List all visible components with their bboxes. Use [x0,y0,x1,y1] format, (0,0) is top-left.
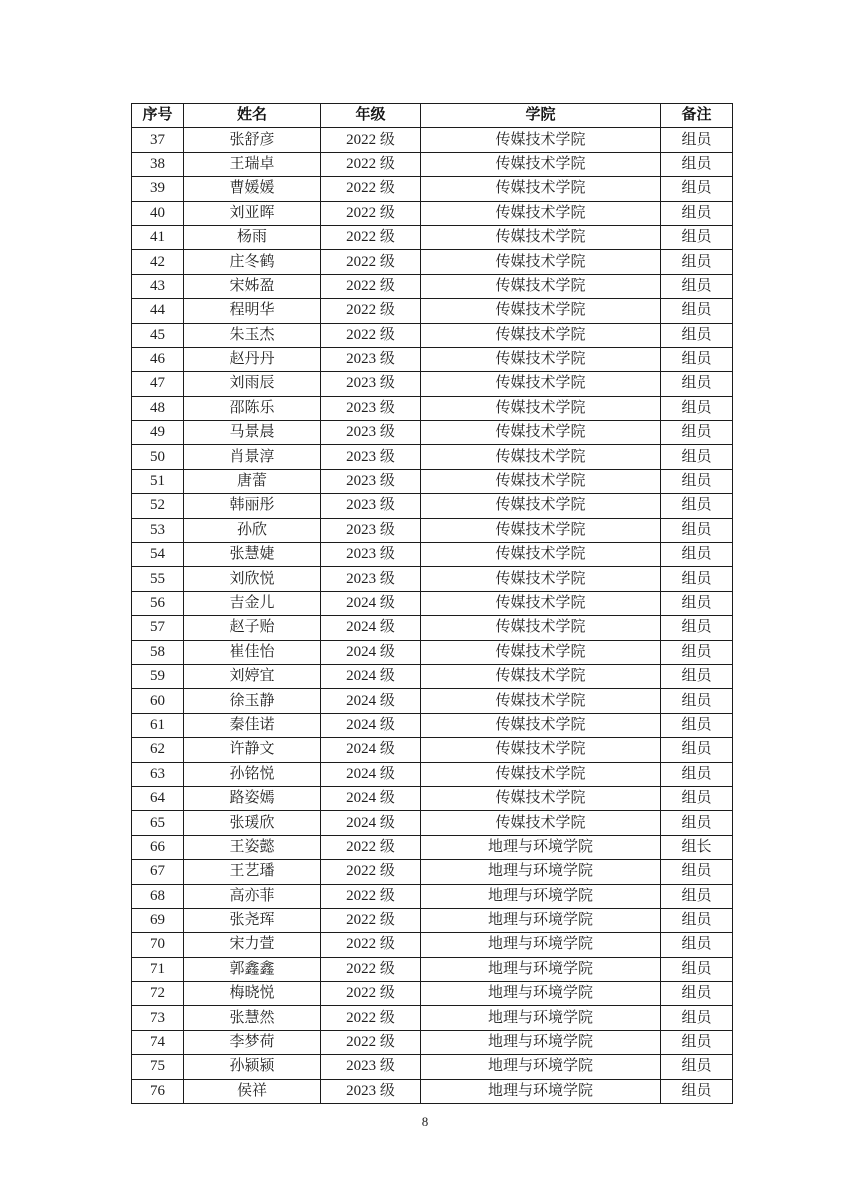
cell-grade: 2024 级 [321,811,421,835]
cell-index: 68 [132,884,184,908]
cell-name: 孙欣 [184,518,321,542]
cell-name: 韩丽彤 [184,494,321,518]
cell-index: 66 [132,835,184,859]
cell-grade: 2023 级 [321,347,421,371]
cell-name: 李梦荷 [184,1030,321,1054]
cell-remark: 组员 [661,908,733,932]
cell-index: 63 [132,762,184,786]
cell-remark: 组员 [661,469,733,493]
cell-college: 传媒技术学院 [421,225,661,249]
cell-college: 传媒技术学院 [421,762,661,786]
cell-name: 唐蕾 [184,469,321,493]
cell-remark: 组员 [661,445,733,469]
cell-index: 37 [132,128,184,152]
cell-name: 张尧珲 [184,908,321,932]
cell-grade: 2022 级 [321,1006,421,1030]
table-row [132,445,733,469]
table-row [132,323,733,347]
cell-grade: 2024 级 [321,762,421,786]
cell-grade: 2023 级 [321,518,421,542]
cell-grade: 2023 级 [321,396,421,420]
cell-remark: 组员 [661,152,733,176]
table-row [132,762,733,786]
cell-college: 地理与环境学院 [421,1030,661,1054]
cell-grade: 2024 级 [321,664,421,688]
cell-index: 67 [132,860,184,884]
table-row [132,128,733,152]
cell-college: 传媒技术学院 [421,494,661,518]
cell-index: 53 [132,518,184,542]
cell-grade: 2022 级 [321,835,421,859]
cell-name: 高亦菲 [184,884,321,908]
table-row [132,396,733,420]
cell-name: 宋姊盈 [184,274,321,298]
table-row [132,372,733,396]
cell-index: 72 [132,982,184,1006]
cell-index: 48 [132,396,184,420]
cell-grade: 2023 级 [321,567,421,591]
cell-grade: 2023 级 [321,543,421,567]
cell-index: 44 [132,299,184,323]
cell-name: 邵陈乐 [184,396,321,420]
cell-college: 传媒技术学院 [421,299,661,323]
cell-college: 传媒技术学院 [421,689,661,713]
table-row [132,982,733,1006]
cell-name: 张慧然 [184,1006,321,1030]
table-row [132,201,733,225]
cell-college: 传媒技术学院 [421,713,661,737]
cell-name: 张舒彦 [184,128,321,152]
cell-name: 孙颍颍 [184,1055,321,1079]
table-row [132,347,733,371]
cell-name: 徐玉静 [184,689,321,713]
member-roster-table [131,103,733,1104]
table-row [132,957,733,981]
cell-name: 王瑞卓 [184,152,321,176]
cell-grade: 2023 级 [321,445,421,469]
cell-remark: 组员 [661,957,733,981]
cell-grade: 2022 级 [321,323,421,347]
cell-index: 40 [132,201,184,225]
cell-remark: 组员 [661,640,733,664]
page-number: 8 [421,1114,429,1129]
table-row [132,1079,733,1103]
cell-grade: 2022 级 [321,982,421,1006]
cell-grade: 2023 级 [321,372,421,396]
cell-remark: 组员 [661,274,733,298]
cell-name: 郭鑫鑫 [184,957,321,981]
table-header-row [132,104,733,128]
cell-remark: 组员 [661,1079,733,1103]
cell-index: 73 [132,1006,184,1030]
cell-name: 路姿嫣 [184,786,321,810]
column-header-name: 姓名 [184,104,321,128]
cell-index: 45 [132,323,184,347]
cell-college: 传媒技术学院 [421,518,661,542]
cell-remark: 组员 [661,933,733,957]
table-row [132,908,733,932]
cell-index: 47 [132,372,184,396]
cell-grade: 2024 级 [321,713,421,737]
cell-index: 50 [132,445,184,469]
cell-college: 传媒技术学院 [421,396,661,420]
cell-index: 59 [132,664,184,688]
cell-index: 62 [132,738,184,762]
cell-grade: 2022 级 [321,299,421,323]
cell-remark: 组员 [661,762,733,786]
cell-name: 马景晨 [184,421,321,445]
cell-index: 46 [132,347,184,371]
cell-grade: 2022 级 [321,201,421,225]
cell-index: 61 [132,713,184,737]
cell-college: 传媒技术学院 [421,177,661,201]
column-header-remark: 备注 [661,104,733,128]
cell-name: 张慧婕 [184,543,321,567]
table-row [132,274,733,298]
cell-grade: 2022 级 [321,152,421,176]
table-row [132,738,733,762]
cell-remark: 组员 [661,543,733,567]
cell-index: 76 [132,1079,184,1103]
cell-name: 曹媛媛 [184,177,321,201]
cell-college: 地理与环境学院 [421,1079,661,1103]
cell-college: 传媒技术学院 [421,372,661,396]
cell-name: 许静文 [184,738,321,762]
cell-grade: 2022 级 [321,933,421,957]
cell-grade: 2023 级 [321,1055,421,1079]
table-body [132,128,733,1104]
table-row [132,884,733,908]
cell-grade: 2022 级 [321,957,421,981]
cell-college: 地理与环境学院 [421,1006,661,1030]
column-header-college: 学院 [421,104,661,128]
cell-remark: 组员 [661,689,733,713]
cell-name: 孙铭悦 [184,762,321,786]
cell-index: 70 [132,933,184,957]
cell-name: 杨雨 [184,225,321,249]
cell-remark: 组员 [661,250,733,274]
table-row [132,1006,733,1030]
cell-index: 54 [132,543,184,567]
table-row [132,518,733,542]
cell-college: 地理与环境学院 [421,982,661,1006]
table-row [132,933,733,957]
cell-name: 刘婷宜 [184,664,321,688]
cell-name: 侯祥 [184,1079,321,1103]
cell-grade: 2023 级 [321,421,421,445]
cell-name: 程明华 [184,299,321,323]
table-row [132,664,733,688]
cell-name: 庄冬鹤 [184,250,321,274]
cell-remark: 组长 [661,835,733,859]
table-row [132,494,733,518]
cell-grade: 2022 级 [321,908,421,932]
cell-name: 秦佳诺 [184,713,321,737]
cell-grade: 2022 级 [321,177,421,201]
cell-name: 赵子贻 [184,616,321,640]
cell-index: 43 [132,274,184,298]
cell-college: 传媒技术学院 [421,738,661,762]
cell-remark: 组员 [661,1030,733,1054]
cell-grade: 2024 级 [321,591,421,615]
table-row [132,786,733,810]
cell-name: 梅晓悦 [184,982,321,1006]
cell-name: 刘雨辰 [184,372,321,396]
cell-grade: 2022 级 [321,884,421,908]
cell-remark: 组员 [661,591,733,615]
cell-grade: 2024 级 [321,786,421,810]
cell-name: 肖景淳 [184,445,321,469]
table-row [132,543,733,567]
table-row [132,225,733,249]
table-row [132,567,733,591]
cell-index: 74 [132,1030,184,1054]
cell-remark: 组员 [661,299,733,323]
cell-college: 地理与环境学院 [421,884,661,908]
cell-index: 49 [132,421,184,445]
cell-name: 张瑗欣 [184,811,321,835]
cell-remark: 组员 [661,786,733,810]
cell-college: 传媒技术学院 [421,811,661,835]
cell-remark: 组员 [661,616,733,640]
cell-college: 传媒技术学院 [421,616,661,640]
cell-college: 传媒技术学院 [421,323,661,347]
column-header-grade: 年级 [321,104,421,128]
cell-remark: 组员 [661,518,733,542]
cell-grade: 2023 级 [321,469,421,493]
cell-grade: 2022 级 [321,860,421,884]
cell-name: 刘欣悦 [184,567,321,591]
cell-index: 75 [132,1055,184,1079]
cell-college: 地理与环境学院 [421,957,661,981]
cell-college: 传媒技术学院 [421,543,661,567]
cell-index: 51 [132,469,184,493]
cell-remark: 组员 [661,884,733,908]
cell-college: 传媒技术学院 [421,445,661,469]
column-header-index: 序号 [132,104,184,128]
table-row [132,421,733,445]
cell-college: 传媒技术学院 [421,201,661,225]
cell-remark: 组员 [661,567,733,591]
cell-name: 宋力萱 [184,933,321,957]
table-row [132,713,733,737]
cell-index: 69 [132,908,184,932]
cell-index: 39 [132,177,184,201]
cell-remark: 组员 [661,421,733,445]
cell-remark: 组员 [661,1055,733,1079]
cell-remark: 组员 [661,860,733,884]
cell-college: 传媒技术学院 [421,152,661,176]
cell-college: 传媒技术学院 [421,786,661,810]
cell-index: 55 [132,567,184,591]
table-row [132,591,733,615]
cell-index: 65 [132,811,184,835]
cell-college: 地理与环境学院 [421,835,661,859]
cell-college: 传媒技术学院 [421,664,661,688]
table-row [132,811,733,835]
table-row [132,1030,733,1054]
cell-index: 57 [132,616,184,640]
cell-remark: 组员 [661,225,733,249]
cell-grade: 2024 级 [321,616,421,640]
cell-grade: 2022 级 [321,128,421,152]
cell-index: 56 [132,591,184,615]
cell-college: 地理与环境学院 [421,1055,661,1079]
cell-college: 地理与环境学院 [421,908,661,932]
table-row [132,860,733,884]
table-row [132,1055,733,1079]
cell-index: 38 [132,152,184,176]
cell-college: 传媒技术学院 [421,274,661,298]
cell-remark: 组员 [661,201,733,225]
cell-remark: 组员 [661,347,733,371]
cell-college: 传媒技术学院 [421,469,661,493]
table-row [132,177,733,201]
cell-name: 赵丹丹 [184,347,321,371]
cell-grade: 2024 级 [321,640,421,664]
cell-college: 传媒技术学院 [421,591,661,615]
cell-remark: 组员 [661,396,733,420]
cell-remark: 组员 [661,713,733,737]
table-row [132,152,733,176]
table-row [132,250,733,274]
cell-index: 42 [132,250,184,274]
cell-index: 64 [132,786,184,810]
table-row [132,469,733,493]
cell-remark: 组员 [661,372,733,396]
cell-college: 传媒技术学院 [421,128,661,152]
cell-name: 王艺璠 [184,860,321,884]
cell-name: 崔佳怡 [184,640,321,664]
cell-remark: 组员 [661,664,733,688]
cell-name: 王姿懿 [184,835,321,859]
cell-index: 52 [132,494,184,518]
cell-grade: 2022 级 [321,1030,421,1054]
cell-remark: 组员 [661,128,733,152]
cell-index: 60 [132,689,184,713]
cell-remark: 组员 [661,811,733,835]
cell-grade: 2022 级 [321,274,421,298]
cell-college: 传媒技术学院 [421,640,661,664]
cell-remark: 组员 [661,738,733,762]
cell-index: 71 [132,957,184,981]
cell-remark: 组员 [661,1006,733,1030]
cell-college: 传媒技术学院 [421,567,661,591]
table-row [132,689,733,713]
cell-grade: 2024 级 [321,689,421,713]
cell-college: 传媒技术学院 [421,250,661,274]
cell-grade: 2022 级 [321,250,421,274]
cell-grade: 2022 级 [321,225,421,249]
cell-college: 地理与环境学院 [421,860,661,884]
cell-index: 58 [132,640,184,664]
cell-grade: 2024 级 [321,738,421,762]
cell-college: 地理与环境学院 [421,933,661,957]
cell-remark: 组员 [661,177,733,201]
cell-name: 朱玉杰 [184,323,321,347]
cell-remark: 组员 [661,323,733,347]
cell-college: 传媒技术学院 [421,421,661,445]
cell-remark: 组员 [661,494,733,518]
table-row [132,616,733,640]
cell-index: 41 [132,225,184,249]
table-row [132,640,733,664]
cell-college: 传媒技术学院 [421,347,661,371]
cell-grade: 2023 级 [321,494,421,518]
table-row [132,299,733,323]
cell-grade: 2023 级 [321,1079,421,1103]
cell-name: 刘亚晖 [184,201,321,225]
cell-remark: 组员 [661,982,733,1006]
cell-name: 吉金儿 [184,591,321,615]
table-row [132,835,733,859]
